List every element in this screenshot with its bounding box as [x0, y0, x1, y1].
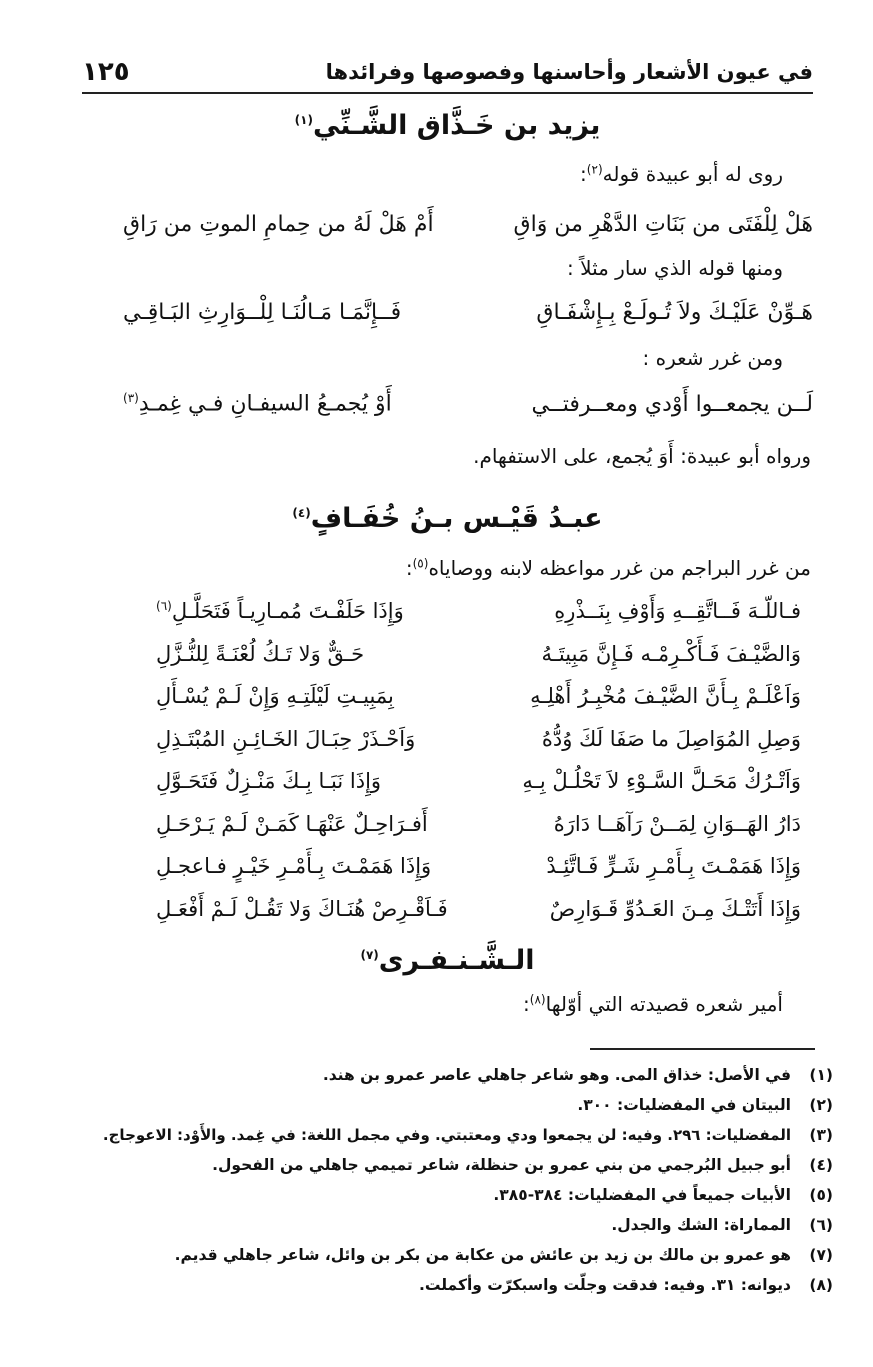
footnote-text: في الأصل: خذاق المى. وهو شاعر جاهلي عاصر عمرو بن هند.	[322, 1066, 791, 1084]
footnote-number: (٥)	[809, 1186, 833, 1204]
verse-second-hemistich: فَــإِنَّمَـا مَـالُنَـا لِلْــوَارِثِ البَـاقِـي	[123, 299, 402, 325]
footnote-text: المماراة: الشك والجدل.	[611, 1216, 791, 1234]
verse-second-hemistich	[156, 599, 404, 623]
section-title-abd-qays	[82, 503, 813, 534]
verse-first-hemistich: وَالضَّيْـفَ فَـأَكْـرِمْـه فَـإِنَّ مَبِيتَـهُ	[541, 641, 801, 666]
footnote	[43, 1210, 833, 1240]
footnote-divider	[590, 1048, 815, 1050]
verse-line	[156, 845, 801, 888]
verse-line	[156, 675, 801, 718]
verse-line	[123, 204, 813, 244]
footnote-ref: (١)	[294, 113, 313, 127]
verse-first-hemistich: هَـوِّنْ عَلَيْـكَ ولاَ تُـولَـعْ بِـإِشْفَـاقِ	[536, 299, 813, 325]
prose-line: ورواه أبو عبيدة: أَوَ يُجمع، على الاستفهام.	[473, 444, 811, 468]
page-number: ١٢٥	[82, 57, 130, 87]
verse-line	[156, 633, 801, 676]
verse-first-hemistich: دَارُ الهَــوَانِ لِمَــنْ رَآهَــا دَارَهُ	[553, 811, 801, 836]
intro-line	[82, 992, 783, 1016]
intro-text: روى له أبو عبيدة قوله	[602, 162, 783, 186]
footnote-ref: (٢)	[586, 162, 603, 177]
hemistich-text: أَوْ يُجمـعُ السيفـانِ فـي غِمـدِ	[138, 391, 392, 417]
footnote-text: المفضليات: ٢٩٦. وفيه: لن يجمعوا ودي ومعتبتي. وفي مجمل اللغة: في غِمد. والأَوْد: الاعوجاج.	[102, 1126, 791, 1144]
intro-text: أمير شعره قصيدته التي أوّلها	[545, 992, 783, 1016]
footnote	[43, 1270, 833, 1300]
footnote-number: (٣)	[809, 1126, 833, 1144]
verse-line	[156, 590, 801, 633]
footnote-text: البيتان في المفضليات: ٣٠٠.	[577, 1096, 791, 1114]
footnote-text: هو عمرو بن مالك بن زيد بن عائش من عكابة من بكر بن وائل، شاعر جاهلي قديم.	[174, 1246, 791, 1264]
verse-first-hemistich: وَإِذَا أَتَتْـكَ مِـنَ العَـدُوِّ قَـوَارِصٌ	[549, 896, 801, 921]
footnote-number: (٢)	[809, 1096, 833, 1114]
verse-line	[156, 888, 801, 931]
section-title-text: يزيد بن خَـذَّاق الشَّـنِّي	[312, 110, 601, 141]
intro-line	[82, 162, 783, 186]
footnote	[43, 1090, 833, 1120]
intro-text: من غرر البراجم من غرر مواعظه لابنه ووصاياه	[428, 556, 811, 580]
footnote-ref: (٥)	[412, 556, 429, 571]
verse-line	[156, 760, 801, 803]
verse-first-hemistich: وَاَتْـرُكْ مَحَـلَّ السَّـوْءِ لاَ تَحْلُـلْ بِـهِ	[522, 769, 801, 794]
verse-first-hemistich: وَاَعْلَـمْ بِـأَنَّ الضَّيْـفَ مُخْبِـرُ أَهْلِـهِ	[530, 684, 801, 709]
verse-second-hemistich: وَإِذَا هَمَمْـتَ بِـأَمْـرِ خَيْـرٍ فـاعجـلِ	[156, 854, 432, 879]
footnote-text: أبو جبيل البُرجمي من بني عمرو بن حنظلة، شاعر تميمي جاهلي من الفحول.	[212, 1156, 791, 1174]
footnote	[43, 1060, 833, 1090]
footnote-ref: (٨)	[529, 992, 546, 1007]
footnote-ref: (٦)	[156, 599, 172, 614]
verse-line	[156, 718, 801, 761]
verse-first-hemistich: فـاللّـهَ فَــاتَّقِــهِ وَأَوْفِ بِنَــذْرِهِ	[554, 599, 801, 624]
prose-line: ومن غرر شعره :	[642, 346, 783, 370]
verse-second-hemistich: وَإِذَا نَبَـا بِـكَ مَنْـزِلٌ فَتَحَـوَّلِ	[156, 769, 382, 794]
verse-second-hemistich: حَـقٌّ وَلا تَـكُ لُعْنَـةً لِلنُّـزَّلِ	[156, 641, 365, 666]
verse-second-hemistich	[123, 391, 392, 416]
footnote-number: (٨)	[809, 1276, 833, 1294]
section-title-yazid	[82, 110, 813, 141]
footnote-number: (٦)	[809, 1216, 833, 1234]
footnote-text: ديوانه: ٣١. وفيه: فدقت وجلّت واسبكرّت وأكملت.	[418, 1276, 791, 1294]
footnote-number: (٤)	[809, 1156, 833, 1174]
verse-line	[123, 292, 813, 332]
verse-second-hemistich: أَمْ هَلْ لَهُ من حِمامِ الموتِ من رَاقِ	[123, 211, 434, 237]
footnote-text: الأبيات جميعاً في المفضليات: ٣٨٤-٣٨٥.	[493, 1186, 791, 1204]
footnotes	[43, 1060, 833, 1300]
intro-colon: :	[580, 162, 587, 186]
verse-second-hemistich: أَفـرَاحِـلٌ عَنْهَـا كَمَـنْ لَـمْ يَـرْحَـلِ	[156, 811, 428, 836]
footnote-ref: (٣)	[123, 391, 139, 406]
footnote-number: (٧)	[809, 1246, 833, 1264]
hemistich-text: وَإِذَا حَلَفْـتَ مُمـارِيـاً فَتَحَلَّـلِ	[171, 599, 404, 624]
running-header	[82, 52, 813, 94]
verse-first-hemistich: لَــن يجمعــوا أَوْدي ومعــرفتــي	[531, 391, 813, 417]
footnote	[43, 1150, 833, 1180]
footnote	[43, 1240, 833, 1270]
verse-second-hemistich: فَـاَقْـرِصْ هُنَـاكَ وَلا تَقُـلْ لَـمْ أَفْعَـلِ	[156, 896, 448, 921]
intro-colon: :	[405, 556, 413, 580]
verse-line	[123, 384, 813, 424]
intro-line	[82, 556, 811, 580]
verse-second-hemistich: وَاَحْـذَرْ حِبَـالَ الخَـائِـنِ المُبْتَـذِلِ	[156, 726, 416, 751]
verse-first-hemistich: وَإِذَا هَمَمْـتَ بِـأَمْـرِ شَـرٍّ فَـاتَّئِـدْ	[546, 854, 801, 879]
footnote-ref: (٤)	[292, 506, 311, 520]
poem	[156, 590, 801, 930]
section-title-shanfara	[82, 945, 813, 976]
verse-first-hemistich: هَلْ لِلْفَتَى من بَنَاتِ الدَّهْرِ من وَاقِ	[513, 211, 813, 237]
section-title-text: عبـدُ قَيْـس بـنُ خُفَـافٍ	[310, 503, 603, 534]
verse-second-hemistich: بِمَبِيـتِ لَيْلَتِـهِ وَإِنْ لَـمْ يُسْـأَلِ	[156, 684, 394, 709]
footnote-number: (١)	[809, 1066, 833, 1084]
footnote-ref: (٧)	[360, 948, 379, 962]
verse-first-hemistich: وَصِلِ المُوَاصِلَ ما صَفَا لَكَ وُدُّهُ	[541, 726, 801, 751]
footnote	[43, 1120, 833, 1150]
section-title-text: الـشَّـنـفـرى	[378, 945, 535, 976]
prose-line: ومنها قوله الذي سار مثلاً :	[567, 256, 783, 280]
footnote	[43, 1180, 833, 1210]
verse-line	[156, 803, 801, 846]
intro-colon: :	[523, 992, 530, 1016]
running-title: في عيون الأشعار وأحاسنها وفصوصها وفرائدها	[325, 60, 813, 84]
